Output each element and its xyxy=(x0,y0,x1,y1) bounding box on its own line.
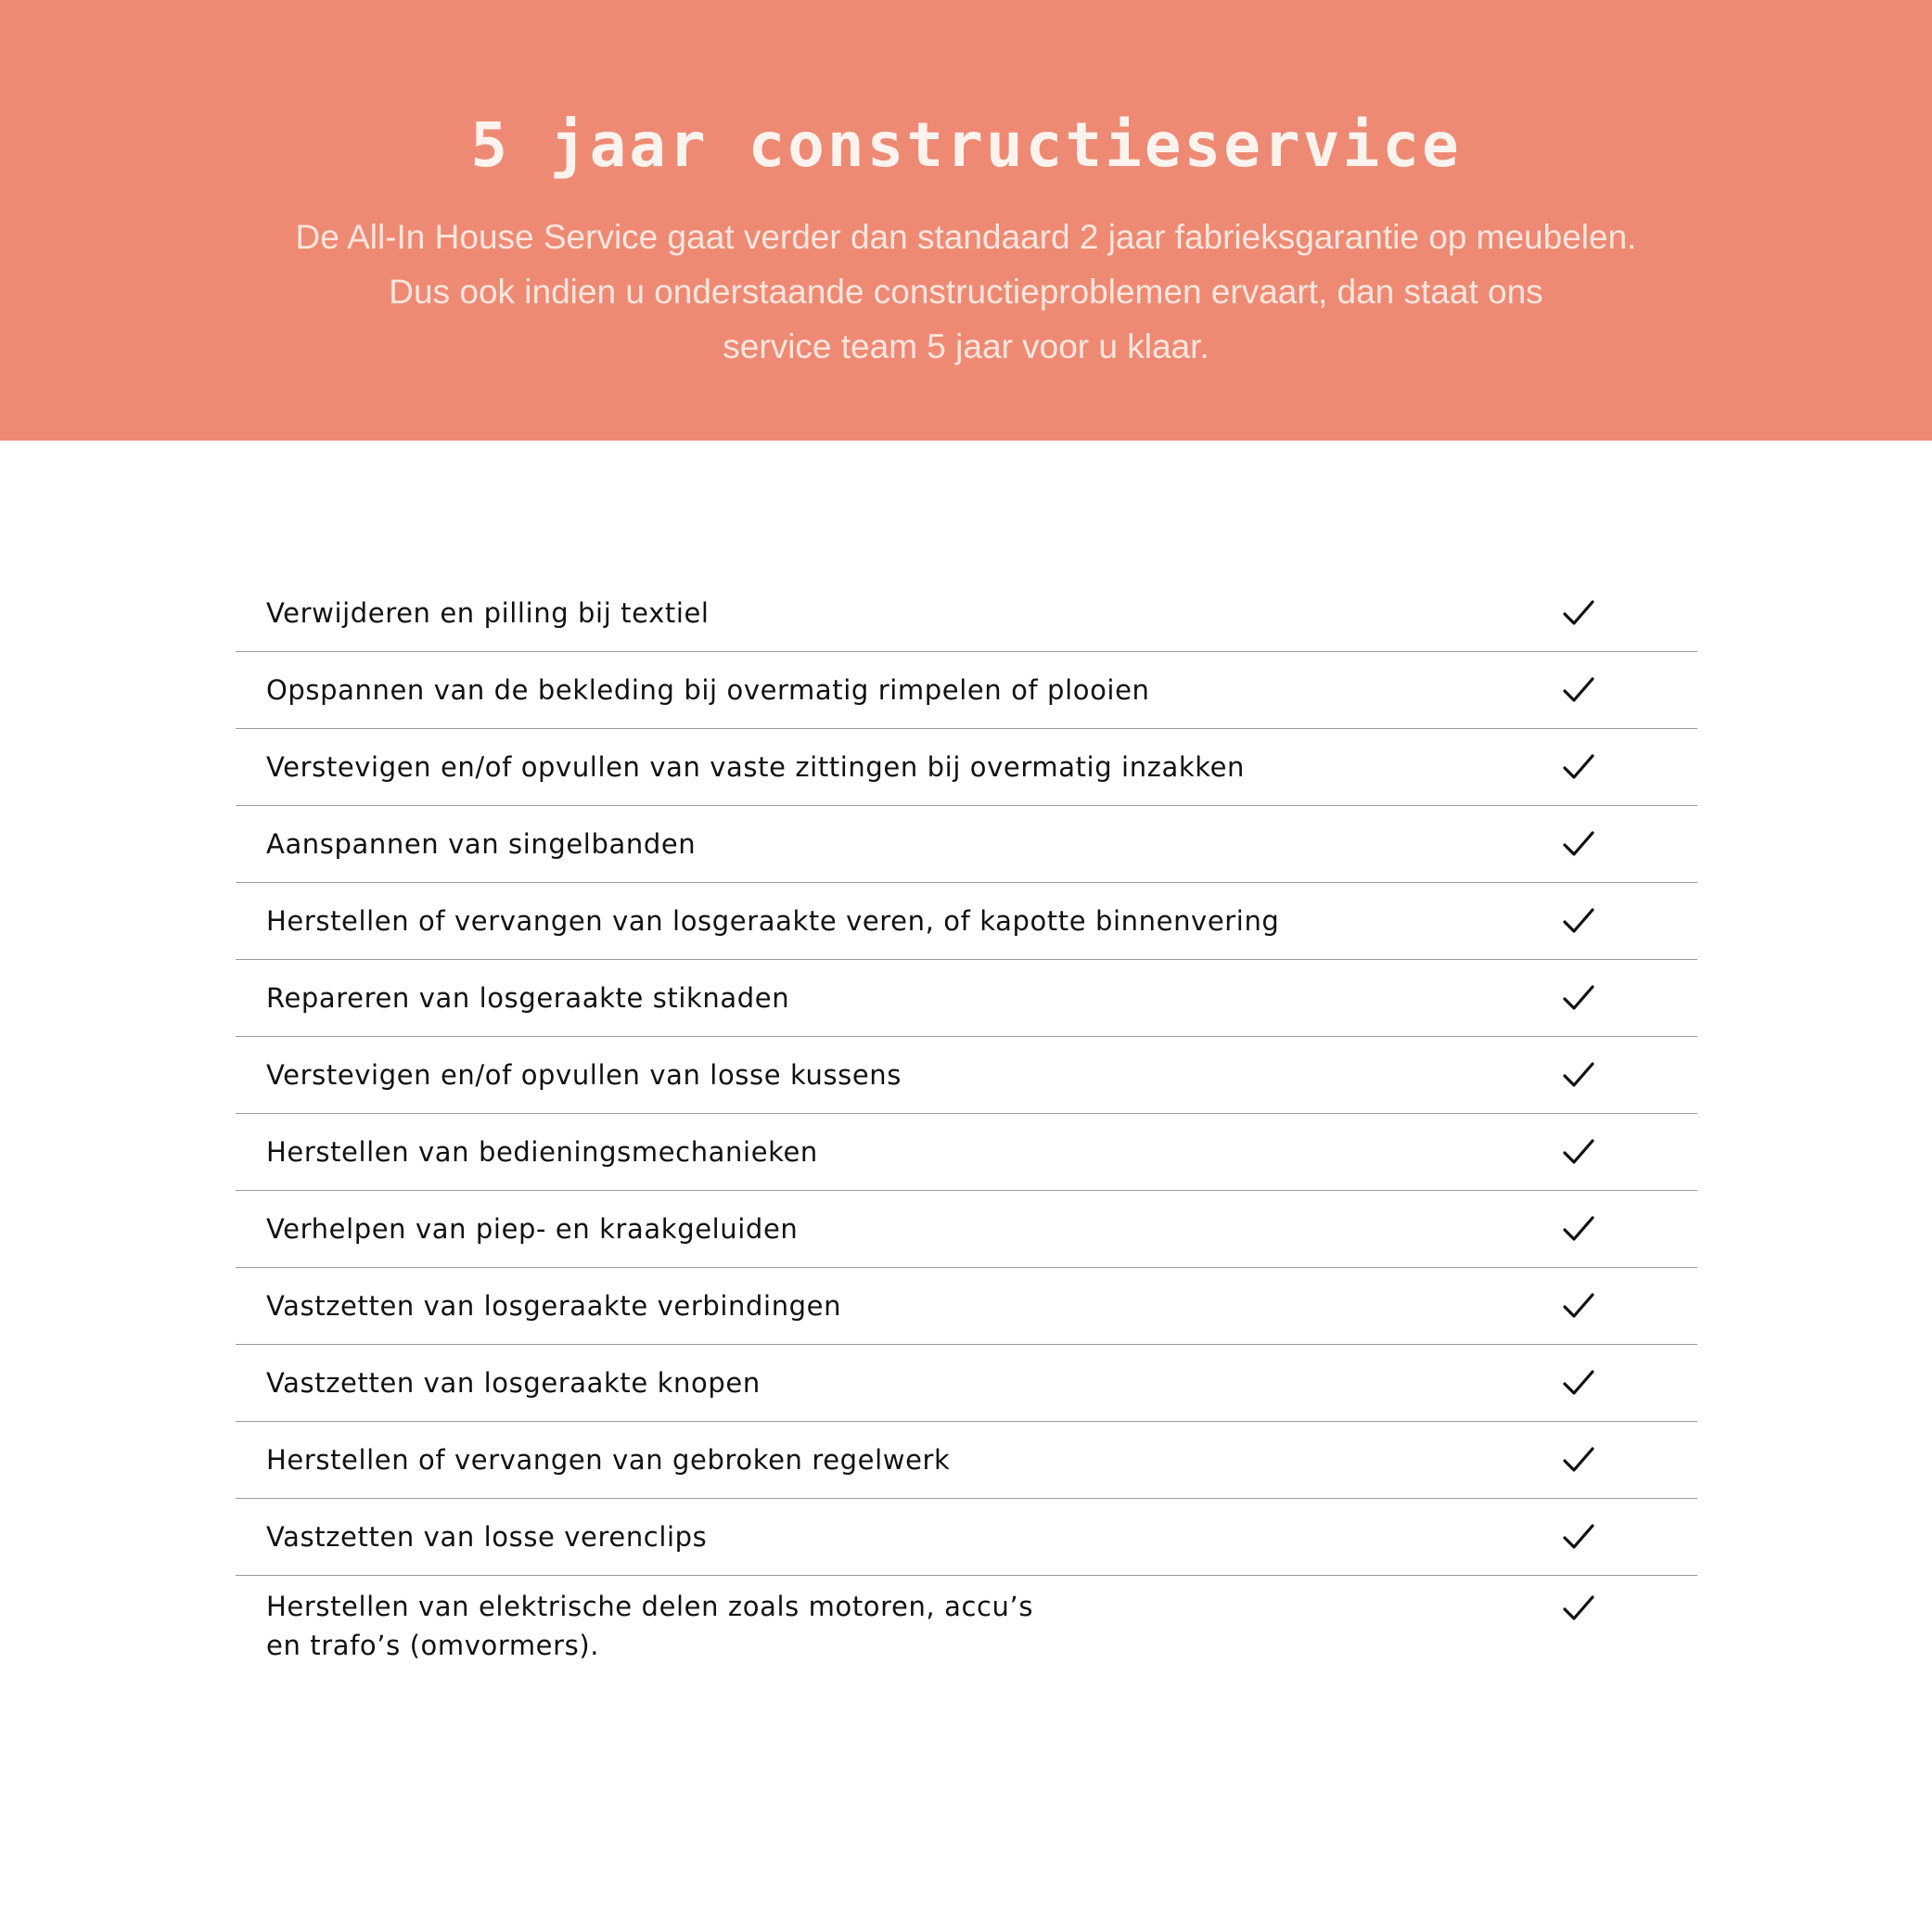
service-label: Vastzetten van losse verenclips xyxy=(266,1521,708,1553)
subtitle-line: Dus ook indien u onderstaande constructieproblemen ervaart, dan staat ons xyxy=(389,273,1543,311)
checkmark-icon xyxy=(1562,676,1595,704)
service-list xyxy=(236,575,1697,1669)
service-label: Repareren van losgeraakte stiknaden xyxy=(266,982,790,1014)
service-label: Aanspannen van singelbanden xyxy=(266,828,697,860)
service-label: Vastzetten van losgeraakte verbindingen xyxy=(266,1290,842,1322)
list-item xyxy=(236,1191,1697,1268)
list-item xyxy=(236,1422,1697,1499)
service-label: Herstellen van bedieningsmechanieken xyxy=(266,1136,818,1168)
service-label: Verstevigen en/of opvullen van vaste zittingen bij overmatig inzakken xyxy=(266,751,1246,783)
list-item xyxy=(236,729,1697,806)
service-label: Verwijderen en pilling bij textiel xyxy=(266,597,710,629)
service-label: Verstevigen en/of opvullen van losse kussens xyxy=(266,1059,902,1091)
checkmark-icon xyxy=(1562,984,1595,1012)
list-item xyxy=(236,575,1697,652)
service-label-line: Herstellen van elektrische delen zoals motoren, accu’s xyxy=(266,1591,1034,1622)
subtitle-line: service team 5 jaar voor u klaar. xyxy=(723,327,1209,365)
checkmark-icon xyxy=(1562,1138,1595,1166)
checkmark-icon xyxy=(1562,1594,1595,1622)
service-label xyxy=(266,1587,1033,1665)
checkmark-icon xyxy=(1562,1292,1595,1320)
checkmark-icon xyxy=(1562,1215,1595,1243)
list-item xyxy=(236,960,1697,1037)
service-label: Verhelpen van piep- en kraakgeluiden xyxy=(266,1213,799,1245)
header-banner xyxy=(0,0,1932,441)
checkmark-icon xyxy=(1562,830,1595,858)
list-item xyxy=(236,1037,1697,1114)
list-item xyxy=(236,652,1697,729)
list-item xyxy=(236,1114,1697,1191)
service-label: Herstellen of vervangen van gebroken regelwerk xyxy=(266,1444,951,1476)
service-label-line: en trafo’s (omvormers). xyxy=(266,1630,600,1661)
checkmark-icon xyxy=(1562,1446,1595,1474)
list-item xyxy=(236,806,1697,883)
checkmark-icon xyxy=(1562,1369,1595,1397)
service-label: Vastzetten van losgeraakte knopen xyxy=(266,1367,761,1399)
page-title: 5 jaar constructieservice xyxy=(470,109,1462,181)
list-item xyxy=(236,883,1697,960)
checkmark-icon xyxy=(1562,753,1595,781)
checkmark-icon xyxy=(1562,907,1595,935)
service-label: Herstellen of vervangen van losgeraakte veren, of kapotte binnenvering xyxy=(266,905,1280,937)
subtitle-line: De All-In House Service gaat verder dan standaard 2 jaar fabrieksgarantie op meubelen. xyxy=(295,218,1637,256)
checkmark-icon xyxy=(1562,599,1595,627)
page-subtitle xyxy=(223,210,1709,374)
list-item xyxy=(236,1345,1697,1422)
checkmark-icon xyxy=(1562,1061,1595,1089)
list-item xyxy=(236,1268,1697,1345)
checkmark-icon xyxy=(1562,1523,1595,1551)
service-label: Opspannen van de bekleding bij overmatig rimpelen of plooien xyxy=(266,674,1150,706)
list-item xyxy=(236,1576,1697,1669)
list-item xyxy=(236,1499,1697,1576)
